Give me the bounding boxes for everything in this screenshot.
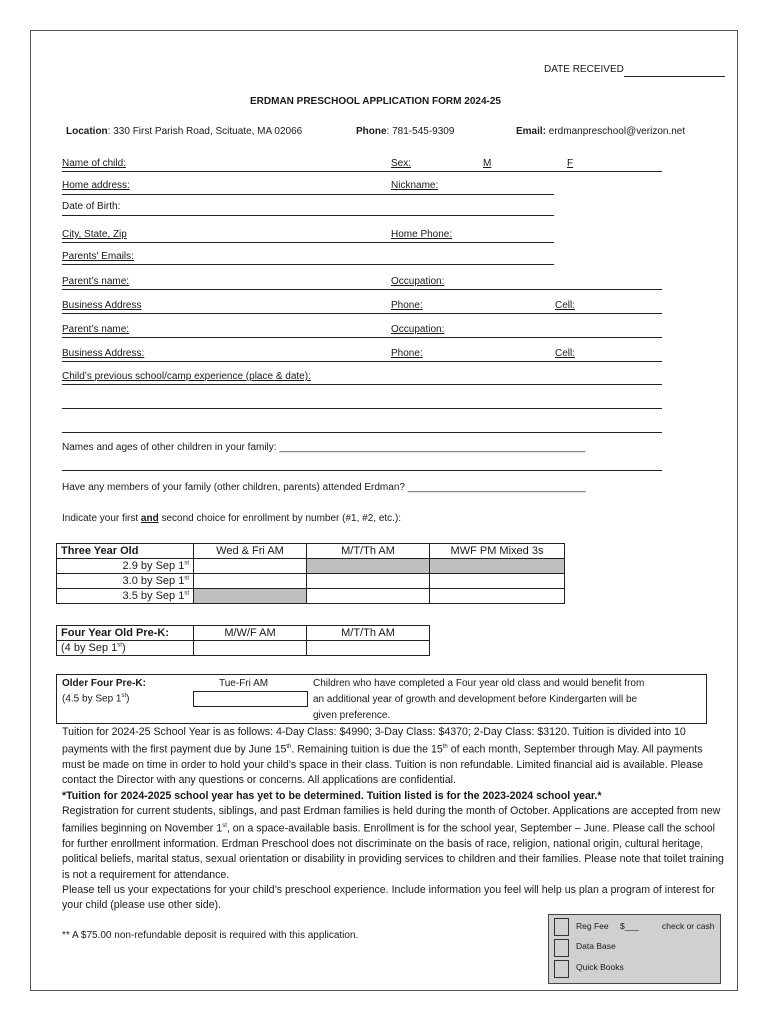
home-address-label: Home address: xyxy=(62,180,130,191)
enrollment-choice-instructions xyxy=(62,513,401,524)
col-mtth-am: M/T/Th AM xyxy=(307,544,430,559)
cell-older-four-tue-fri[interactable] xyxy=(193,691,308,707)
col-mwf-pm-mixed: MWF PM Mixed 3s xyxy=(430,544,565,559)
location-label: Location xyxy=(66,126,108,137)
older-four-title: Older Four Pre-K: xyxy=(62,678,146,689)
cell-3-0-mwf[interactable] xyxy=(430,574,565,589)
row-label-2-9 xyxy=(57,559,194,574)
business-address-1-label: Business Address xyxy=(62,300,142,311)
older-four-note-3: given preference. xyxy=(313,710,391,721)
location-line xyxy=(66,126,302,137)
cell-four-mtth[interactable] xyxy=(307,641,430,656)
four-year-old-table xyxy=(56,625,430,656)
previous-school-line-3[interactable] xyxy=(62,432,662,433)
city-state-zip-label: City, State, Zip xyxy=(62,229,127,240)
row-label-3-5 xyxy=(57,589,194,604)
row-label-3-0 xyxy=(57,574,194,589)
previous-school-line-2[interactable] xyxy=(62,408,662,409)
cell-four-mwf[interactable] xyxy=(194,641,307,656)
four-year-subtitle-text: (4 by Sep 1 xyxy=(61,642,118,654)
tuition-section xyxy=(62,725,727,914)
row-3-0-text: 3.0 by Sep 1 xyxy=(122,575,185,587)
parent1-occupation-label: Occupation: xyxy=(391,276,445,287)
four-year-subtitle-sup: st xyxy=(117,642,122,649)
parent2-name-field[interactable] xyxy=(62,337,662,338)
cell-3-5-wed-fri-unavailable xyxy=(194,589,307,604)
application-form-page xyxy=(30,30,738,991)
location-value: : 330 First Parish Road, Scituate, MA 02066 xyxy=(107,126,303,137)
row-2-9-text: 2.9 by Sep 1 xyxy=(122,560,185,572)
date-received-label: DATE RECEIVED xyxy=(544,64,624,75)
attended-erdman-label: Have any members of your family (other children, parents) attended Erdman? ________________________________ xyxy=(62,482,586,493)
older-four-subtitle-sup: st xyxy=(121,693,127,699)
city-state-zip-field[interactable] xyxy=(62,242,554,243)
tuition-sup-2: th xyxy=(442,744,448,751)
cell-3-0-mtth[interactable] xyxy=(307,574,430,589)
database-label: Data Base xyxy=(576,941,616,951)
registration-sup: st xyxy=(222,823,227,830)
col-wed-fri-am: Wed & Fri AM xyxy=(194,544,307,559)
business-address-1-field[interactable] xyxy=(62,313,662,314)
older-four-subtitle-text: (4.5 by Sep 1 xyxy=(62,693,122,705)
three-year-title: Three Year Old xyxy=(57,544,194,559)
name-of-child-label: Name of child: xyxy=(62,158,126,169)
three-year-old-table xyxy=(56,543,565,604)
cell-2-label: Cell: xyxy=(555,348,576,359)
sex-male-option[interactable]: M xyxy=(483,158,492,169)
other-children-line-2[interactable] xyxy=(62,470,662,471)
cell-2-9-mtth-unavailable xyxy=(307,559,430,574)
registration-paragraph xyxy=(62,804,727,883)
parents-emails-field[interactable] xyxy=(62,264,554,265)
older-four-note-1: Children who have completed a Four year old class and would benefit from xyxy=(313,678,645,689)
date-of-birth-label: Date of Birth: xyxy=(62,201,121,212)
check-or-cash-label: check or cash xyxy=(662,921,715,931)
older-four-subtitle-close: ) xyxy=(126,693,130,705)
phone-value: : 781-545-9309 xyxy=(386,126,455,137)
email-value: erdmanpreschool@verizon.net xyxy=(546,126,686,137)
col-mwf-am: M/W/F AM xyxy=(194,626,307,641)
instructions-part-1: Indicate your first xyxy=(62,513,141,524)
previous-school-label: Child’s previous school/camp experience (place & date): xyxy=(62,371,311,382)
sex-label: Sex: xyxy=(391,158,412,169)
reg-fee-amount: $___ xyxy=(620,921,639,931)
phone-1-label: Phone: xyxy=(391,300,423,311)
older-four-note-2: an additional year of growth and development before Kindergarten will be xyxy=(313,694,638,705)
col-tue-fri-am: Tue-Fri AM xyxy=(219,678,269,689)
parents-emails-label: Parents' Emails: xyxy=(62,251,134,262)
business-address-2-field[interactable] xyxy=(62,361,662,362)
cell-2-9-wed-fri[interactable] xyxy=(194,559,307,574)
nickname-label: Nickname: xyxy=(391,180,439,191)
parent2-occupation-label: Occupation: xyxy=(391,324,445,335)
tuition-paragraph xyxy=(62,725,727,789)
tuition-text-3: of each month, September through May. All payments must be made on time in order to hold your child’s space in their class. Tuition is non refundable. Limited financial aid is available. Please contact the Director with any questions or concerns. All applications are confidential. xyxy=(62,743,704,787)
previous-school-field[interactable] xyxy=(62,384,662,385)
cell-3-5-mwf[interactable] xyxy=(430,589,565,604)
sex-female-option[interactable]: F xyxy=(567,158,574,169)
row-3-5-text: 3.5 by Sep 1 xyxy=(122,590,185,602)
registration-text-2: , on a space-available basis. Enrollment is for the school year, September – June. Please call the school for further enrollment information. Erdman Preschool does not discriminate on the basis of race, religion, national origin, cultural heritage, political beliefs, marital status, sexual orientation or disability in providing services to children and their families. Please note that toilet training is not a requirement for attendance. xyxy=(62,822,724,881)
name-of-child-field[interactable] xyxy=(62,171,662,172)
row-2-9-sup: st xyxy=(184,560,189,567)
reg-fee-label: Reg Fee xyxy=(576,921,609,931)
email-line xyxy=(516,126,685,137)
business-address-2-label: Business Address: xyxy=(62,348,145,359)
quickbooks-checkbox[interactable] xyxy=(554,960,569,978)
database-checkbox[interactable] xyxy=(554,939,569,957)
older-four-box xyxy=(56,674,707,724)
registration-text-1: Registration for current students, siblings, and past Erdman families is held during the month of October. Applications are accepted from new families beginning on November 1 xyxy=(62,805,721,835)
row-3-5-sup: st xyxy=(184,590,189,597)
cell-3-0-wed-fri[interactable] xyxy=(194,574,307,589)
date-received-line[interactable] xyxy=(624,76,725,77)
date-of-birth-field[interactable] xyxy=(62,215,554,216)
phone-line xyxy=(356,126,454,137)
older-four-subtitle xyxy=(62,693,130,704)
cell-2-9-mwf-unavailable xyxy=(430,559,565,574)
parent2-name-label: Parent’s name: xyxy=(62,324,130,335)
instructions-part-2: second choice for enrollment by number (#1, #2, etc.): xyxy=(158,513,402,524)
tuition-text-1: Tuition for 2024-25 School Year is as follows: 4-Day Class: $4990; 3-Day Class: $4370; 2-Day Class: $3120. Tuition is divided into 10 payments with the first payment due by June 15 xyxy=(62,726,686,756)
tuition-sup-1: th xyxy=(286,744,292,751)
row-3-0-sup: st xyxy=(184,575,189,582)
four-year-subtitle-close: ) xyxy=(121,642,126,654)
reg-fee-checkbox[interactable] xyxy=(554,918,569,936)
four-year-subtitle xyxy=(57,641,194,656)
instructions-and: and xyxy=(140,513,159,524)
other-children-label: Names and ages of other children in your family: _______________________________________________________ xyxy=(62,442,586,453)
parent1-name-label: Parent’s name: xyxy=(62,276,130,287)
tuition-text-2: . Remaining tuition is due the 15 xyxy=(291,743,443,756)
office-use-box xyxy=(548,914,721,984)
four-year-title: Four Year Old Pre-K: xyxy=(57,626,194,641)
tuition-bold-note: *Tuition for 2024-2025 school year has yet to be determined. Tuition listed is for the 2023-2024 school year.* xyxy=(62,789,602,802)
form-title: ERDMAN PRESCHOOL APPLICATION FORM 2024-25 xyxy=(250,96,501,107)
phone-2-label: Phone: xyxy=(391,348,423,359)
home-phone-label: Home Phone: xyxy=(391,229,453,240)
col-four-mtth-am: M/T/Th AM xyxy=(307,626,430,641)
deposit-note: ** A $75.00 non-refundable deposit is required with this application. xyxy=(62,930,359,941)
cell-1-label: Cell: xyxy=(555,300,576,311)
expectations-paragraph: Please tell us your expectations for your child’s preschool experience. Include information you feel will help us plan a program of interest for your child (please use other side). xyxy=(62,884,715,912)
home-address-field[interactable] xyxy=(62,194,554,195)
phone-label: Phone xyxy=(356,126,387,137)
parent1-name-field[interactable] xyxy=(62,289,662,290)
cell-3-5-mtth[interactable] xyxy=(307,589,430,604)
email-label: Email: xyxy=(516,126,547,137)
quickbooks-label: Quick Books xyxy=(576,962,624,972)
